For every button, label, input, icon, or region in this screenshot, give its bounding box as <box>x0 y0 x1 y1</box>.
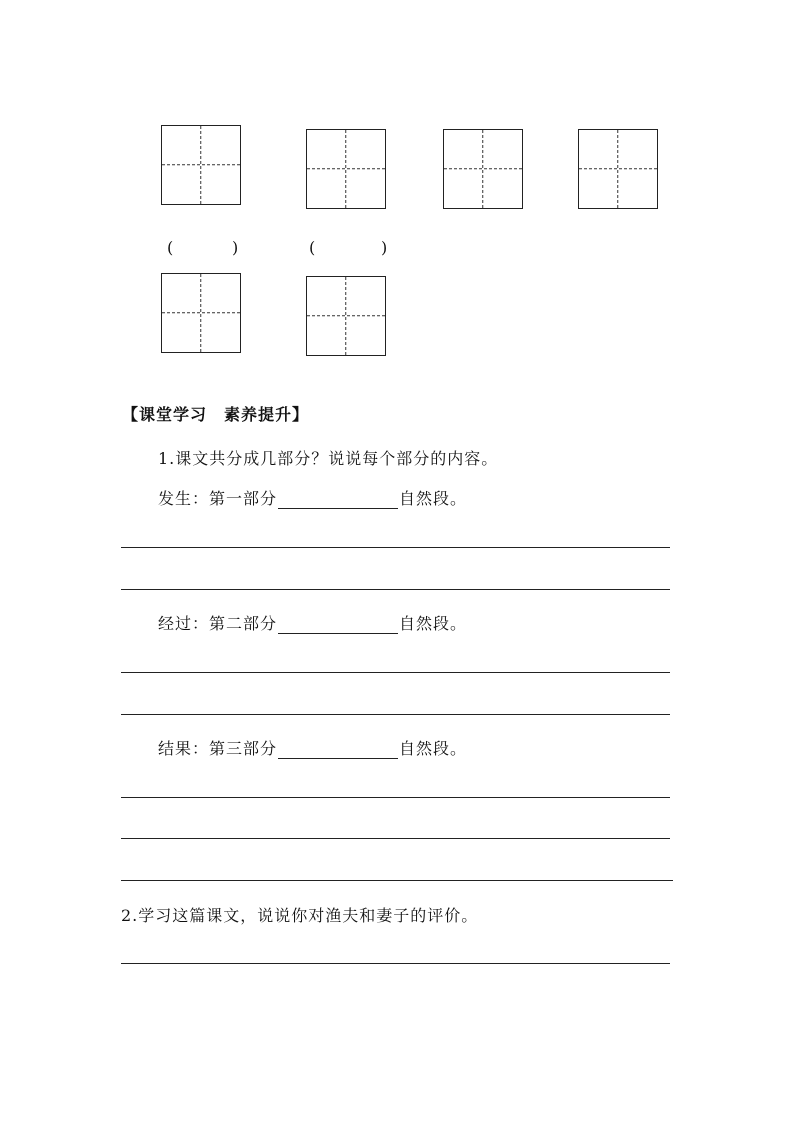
answer-line-1[interactable] <box>121 547 670 548</box>
writing-grid-box-5 <box>161 273 241 353</box>
part-1-prefix: 发生：第一部分 <box>158 489 278 508</box>
paren-close-1: ) <box>232 238 239 257</box>
answer-line-8[interactable] <box>121 963 670 964</box>
section-heading: 【课堂学习 素养提升】 <box>122 405 310 424</box>
question-1-part-2 <box>158 611 467 634</box>
paren-open-1: ( <box>167 238 174 257</box>
paren-close-2: ) <box>381 238 388 257</box>
answer-line-3[interactable] <box>121 672 670 673</box>
part-2-suffix: 自然段。 <box>399 614 468 633</box>
writing-grid-box-4 <box>578 129 658 209</box>
question-1-prompt: 1.课文共分成几部分？说说每个部分的内容。 <box>158 449 499 468</box>
answer-line-5[interactable] <box>121 797 670 798</box>
paren-open-2: ( <box>309 238 316 257</box>
part-1-blank[interactable] <box>278 490 398 509</box>
answer-line-6[interactable] <box>121 838 670 839</box>
part-3-suffix: 自然段。 <box>399 739 468 758</box>
answer-line-2[interactable] <box>121 589 670 590</box>
question-1-part-3 <box>158 736 467 759</box>
part-2-blank[interactable] <box>278 615 398 634</box>
writing-grid-box-3 <box>443 129 523 209</box>
answer-line-4[interactable] <box>121 714 670 715</box>
part-3-blank[interactable] <box>278 740 398 759</box>
part-1-suffix: 自然段。 <box>399 489 468 508</box>
writing-grid-box-2 <box>306 129 386 209</box>
writing-grid-box-1 <box>161 125 241 205</box>
answer-line-7[interactable] <box>121 880 673 881</box>
writing-grid-box-6 <box>306 276 386 356</box>
part-3-prefix: 结果：第三部分 <box>158 739 278 758</box>
part-2-prefix: 经过：第二部分 <box>158 614 278 633</box>
question-2-prompt: 2.学习这篇课文，说说你对渔夫和妻子的评价。 <box>121 906 479 925</box>
question-1-part-1 <box>158 486 467 509</box>
